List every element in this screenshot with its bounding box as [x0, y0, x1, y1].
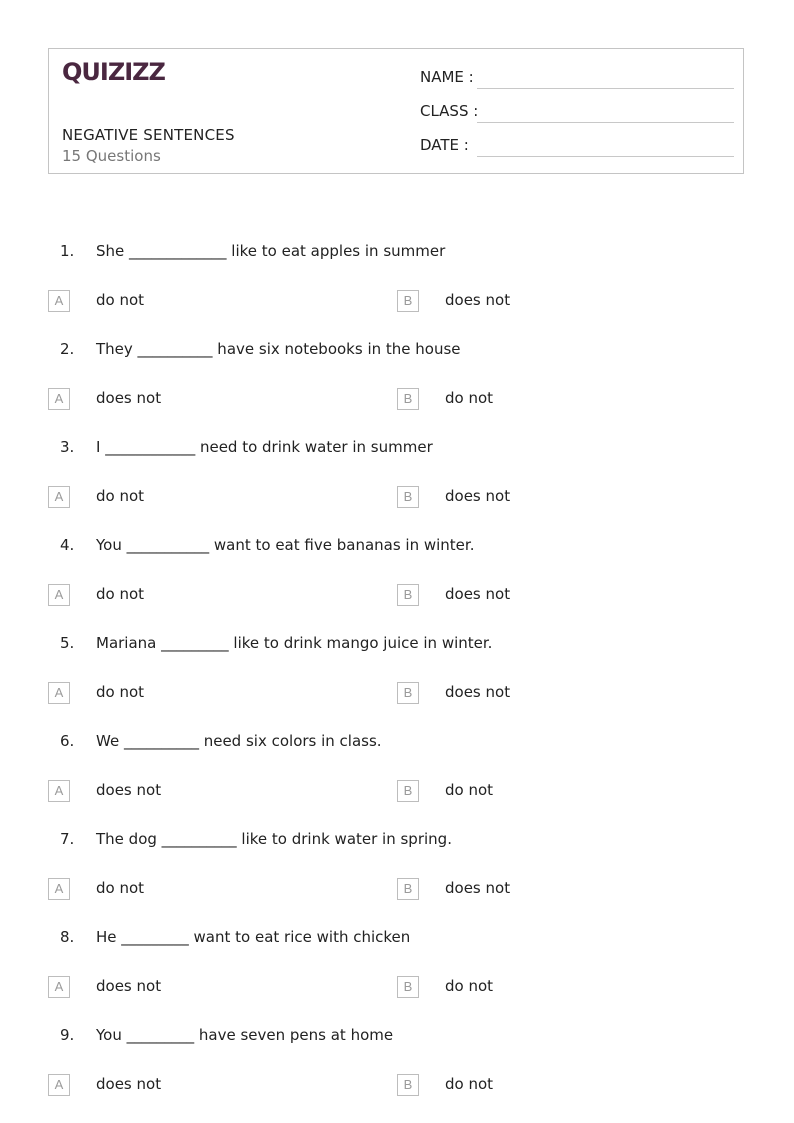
option-letter-box[interactable]: A [48, 388, 70, 410]
option-b[interactable] [397, 682, 697, 706]
option-a[interactable] [48, 1074, 348, 1098]
option-a[interactable] [48, 682, 348, 706]
date-field[interactable] [420, 136, 734, 160]
question-3 [48, 438, 748, 460]
option-text: does not [445, 487, 511, 505]
option-a[interactable] [48, 388, 348, 412]
option-letter-box[interactable]: B [397, 682, 419, 704]
option-letter-box[interactable]: B [397, 584, 419, 606]
question-number: 2. [60, 340, 75, 358]
option-b[interactable] [397, 388, 697, 412]
option-letter-box[interactable]: A [48, 780, 70, 802]
question-number: 4. [60, 536, 75, 554]
option-letter-box[interactable]: A [48, 584, 70, 606]
option-letter-box[interactable]: B [397, 388, 419, 410]
option-text: does not [445, 291, 511, 309]
option-text: do not [445, 1075, 494, 1093]
question-text: Mariana _________ like to drink mango juice in winter. [96, 634, 493, 652]
option-a[interactable] [48, 976, 348, 1000]
question-6 [48, 732, 748, 754]
option-b[interactable] [397, 584, 697, 608]
worksheet-title: NEGATIVE SENTENCES [62, 126, 235, 144]
option-text: do not [96, 487, 145, 505]
quizizz-logo: QUIZIZZ [62, 58, 165, 86]
question-text: I ____________ need to drink water in summer [96, 438, 433, 456]
date-label: DATE : [420, 136, 469, 154]
option-letter-box[interactable]: A [48, 486, 70, 508]
question-text: You _________ have seven pens at home [96, 1026, 394, 1044]
question-number: 1. [60, 242, 75, 260]
option-a[interactable] [48, 780, 348, 804]
question-text: We __________ need six colors in class. [96, 732, 382, 750]
class-label: CLASS : [420, 102, 479, 120]
name-line[interactable] [477, 88, 734, 89]
option-b[interactable] [397, 1074, 697, 1098]
class-line[interactable] [477, 122, 734, 123]
question-number: 5. [60, 634, 75, 652]
option-a[interactable] [48, 290, 348, 314]
option-text: do not [96, 291, 145, 309]
question-8 [48, 928, 748, 950]
question-9 [48, 1026, 748, 1048]
question-number: 3. [60, 438, 75, 456]
option-letter-box[interactable]: A [48, 878, 70, 900]
option-text: does not [96, 977, 162, 995]
option-b[interactable] [397, 976, 697, 1000]
option-a[interactable] [48, 486, 348, 510]
option-b[interactable] [397, 878, 697, 902]
question-1 [48, 242, 748, 264]
option-a[interactable] [48, 878, 348, 902]
question-2 [48, 340, 748, 362]
option-text: do not [96, 585, 145, 603]
option-b[interactable] [397, 780, 697, 804]
option-text: does not [96, 1075, 162, 1093]
option-text: does not [96, 781, 162, 799]
question-number: 8. [60, 928, 75, 946]
option-letter-box[interactable]: A [48, 682, 70, 704]
question-text: They __________ have six notebooks in the house [96, 340, 461, 358]
question-number: 9. [60, 1026, 75, 1044]
option-text: does not [445, 683, 511, 701]
question-number: 7. [60, 830, 75, 848]
option-letter-box[interactable]: B [397, 1074, 419, 1096]
option-letter-box[interactable]: A [48, 1074, 70, 1096]
question-text: The dog __________ like to drink water in spring. [96, 830, 452, 848]
worksheet-header [48, 48, 744, 174]
option-text: do not [445, 781, 494, 799]
option-letter-box[interactable]: B [397, 780, 419, 802]
question-4 [48, 536, 748, 558]
question-text: You ___________ want to eat five bananas in winter. [96, 536, 475, 554]
option-letter-box[interactable]: B [397, 486, 419, 508]
option-a[interactable] [48, 584, 348, 608]
question-count: 15 Questions [62, 147, 161, 165]
question-text: She _____________ like to eat apples in summer [96, 242, 446, 260]
name-field[interactable] [420, 68, 734, 92]
option-letter-box[interactable]: A [48, 290, 70, 312]
question-number: 6. [60, 732, 75, 750]
option-letter-box[interactable]: B [397, 290, 419, 312]
option-letter-box[interactable]: B [397, 878, 419, 900]
date-line[interactable] [477, 156, 734, 157]
option-text: does not [445, 585, 511, 603]
option-text: do not [445, 389, 494, 407]
option-b[interactable] [397, 290, 697, 314]
question-text: He _________ want to eat rice with chicken [96, 928, 411, 946]
option-letter-box[interactable]: B [397, 976, 419, 998]
class-field[interactable] [420, 102, 734, 126]
option-text: does not [96, 389, 162, 407]
question-5 [48, 634, 748, 656]
option-letter-box[interactable]: A [48, 976, 70, 998]
option-text: does not [445, 879, 511, 897]
option-text: do not [96, 879, 145, 897]
name-label: NAME : [420, 68, 474, 86]
option-text: do not [96, 683, 145, 701]
option-b[interactable] [397, 486, 697, 510]
option-text: do not [445, 977, 494, 995]
question-7 [48, 830, 748, 852]
